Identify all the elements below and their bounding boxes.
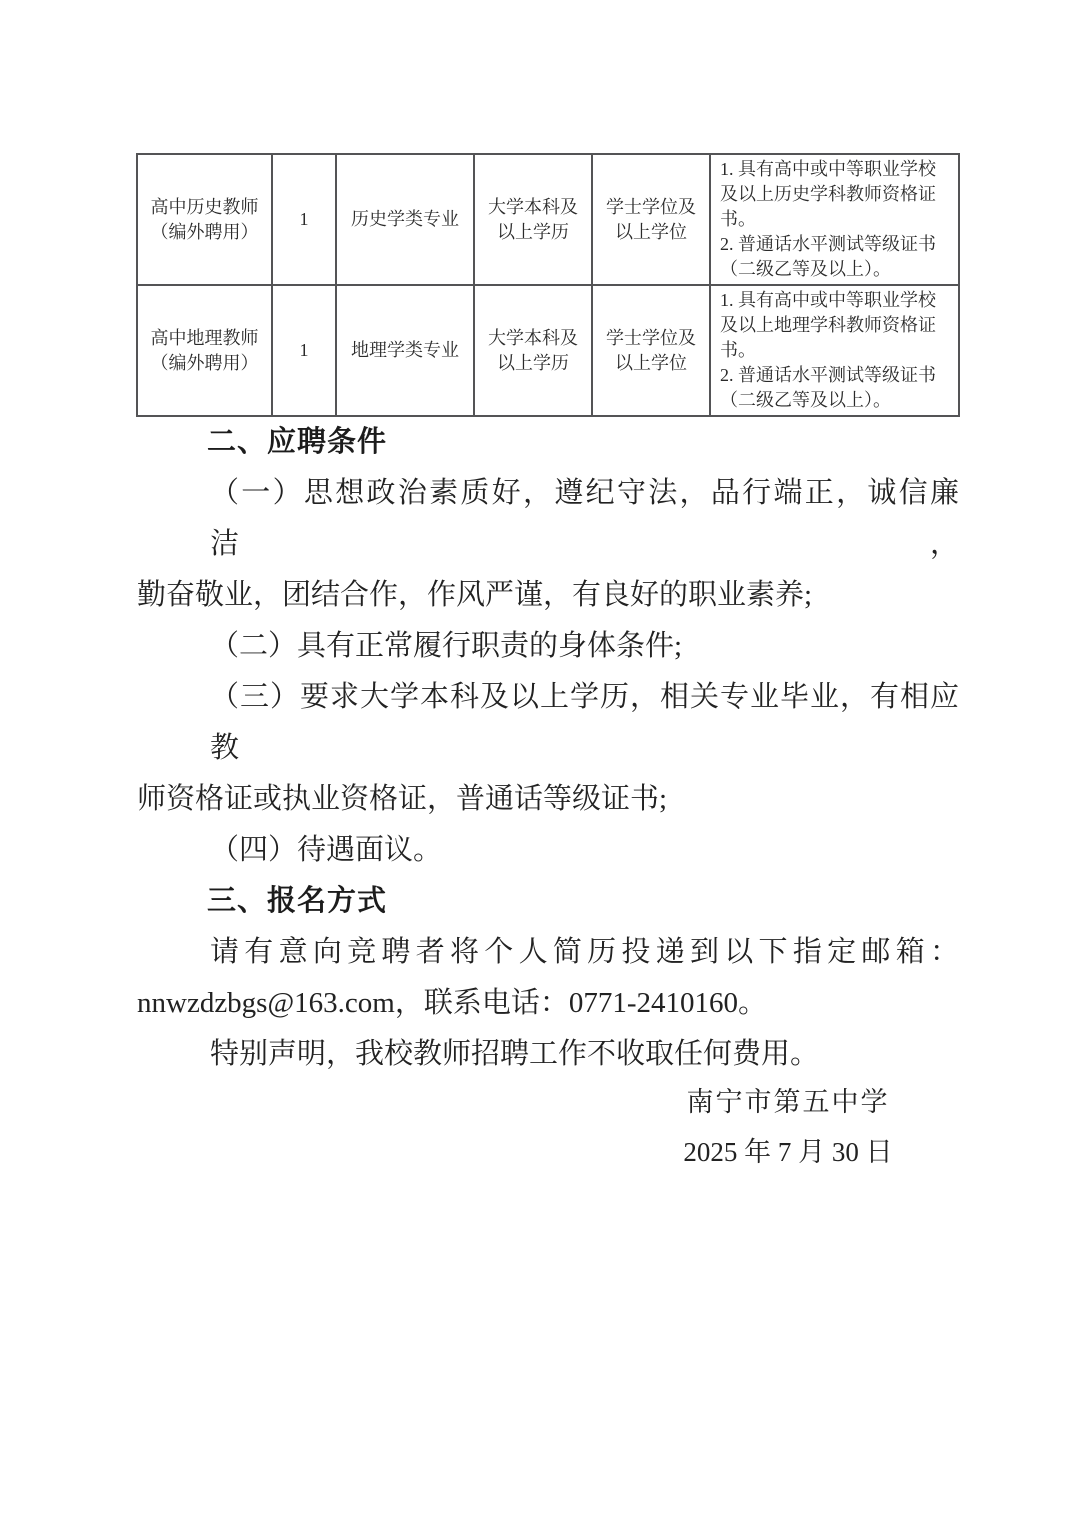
requirement-item: 2. 普通话水平测试等级证书（二级乙等及以上）。 xyxy=(720,365,936,410)
cell-position: 高中地理教师（编外聘用） xyxy=(137,285,272,416)
signature-block xyxy=(618,1077,958,1177)
signature-organization: 南宁市第五中学 xyxy=(686,1087,890,1117)
cell-requirements xyxy=(710,154,959,285)
table-row xyxy=(137,154,959,285)
paragraph-line: （三）要求大学本科及以上学历，相关专业毕业，有相应教 xyxy=(210,681,959,764)
paragraph-line-email-phone: nnwzdzbgs@163.com，联系电话：0771-2410160。 xyxy=(137,987,768,1019)
cell-headcount: 1 xyxy=(272,285,336,416)
cell-major: 历史学类专业 xyxy=(336,154,474,285)
paragraph-condition-1 xyxy=(137,468,959,621)
paragraph-disclaimer xyxy=(137,1029,959,1080)
paragraph-line: 师资格证或执业资格证，普通话等级证书; xyxy=(137,783,668,815)
table-row xyxy=(137,285,959,416)
position-table xyxy=(136,153,960,417)
signature-date: 2025 年 7 月 30 日 xyxy=(683,1137,893,1167)
document-body xyxy=(137,417,959,1080)
paragraph-registration-contact xyxy=(137,927,959,1029)
section-heading-conditions: 二、应聘条件 xyxy=(207,426,388,458)
paragraph-condition-3 xyxy=(137,672,959,825)
cell-education: 大学本科及以上学历 xyxy=(474,154,592,285)
paragraph-line: （四）待遇面议。 xyxy=(210,834,443,866)
requirement-item: 2. 普通话水平测试等级证书（二级乙等及以上）。 xyxy=(720,234,936,279)
cell-degree: 学士学位及以上学位 xyxy=(592,154,710,285)
cell-headcount: 1 xyxy=(272,154,336,285)
paragraph-line: （二）具有正常履行职责的身体条件; xyxy=(210,630,683,662)
paragraph-condition-4 xyxy=(137,825,959,876)
cell-position: 高中历史教师（编外聘用） xyxy=(137,154,272,285)
requirement-item: 1. 具有高中或中等职业学校及以上地理学科教师资格证书。 xyxy=(720,290,936,360)
cell-major: 地理学类专业 xyxy=(336,285,474,416)
section-heading-registration: 三、报名方式 xyxy=(207,885,388,917)
paragraph-line: （一）思想政治素质好，遵纪守法，品行端正，诚信廉洁， xyxy=(210,477,959,560)
paragraph-line: 特别声明，我校教师招聘工作不收取任何费用。 xyxy=(210,1038,820,1070)
requirement-item: 1. 具有高中或中等职业学校及以上历史学科教师资格证书。 xyxy=(720,159,936,229)
paragraph-line: 请有意向竞聘者将个人简历投递到以下指定邮箱： xyxy=(210,936,959,968)
cell-requirements xyxy=(710,285,959,416)
paragraph-line: 勤奋敬业，团结合作，作风严谨，有良好的职业素养; xyxy=(137,579,813,611)
cell-education: 大学本科及以上学历 xyxy=(474,285,592,416)
cell-degree: 学士学位及以上学位 xyxy=(592,285,710,416)
paragraph-condition-2 xyxy=(137,621,959,672)
